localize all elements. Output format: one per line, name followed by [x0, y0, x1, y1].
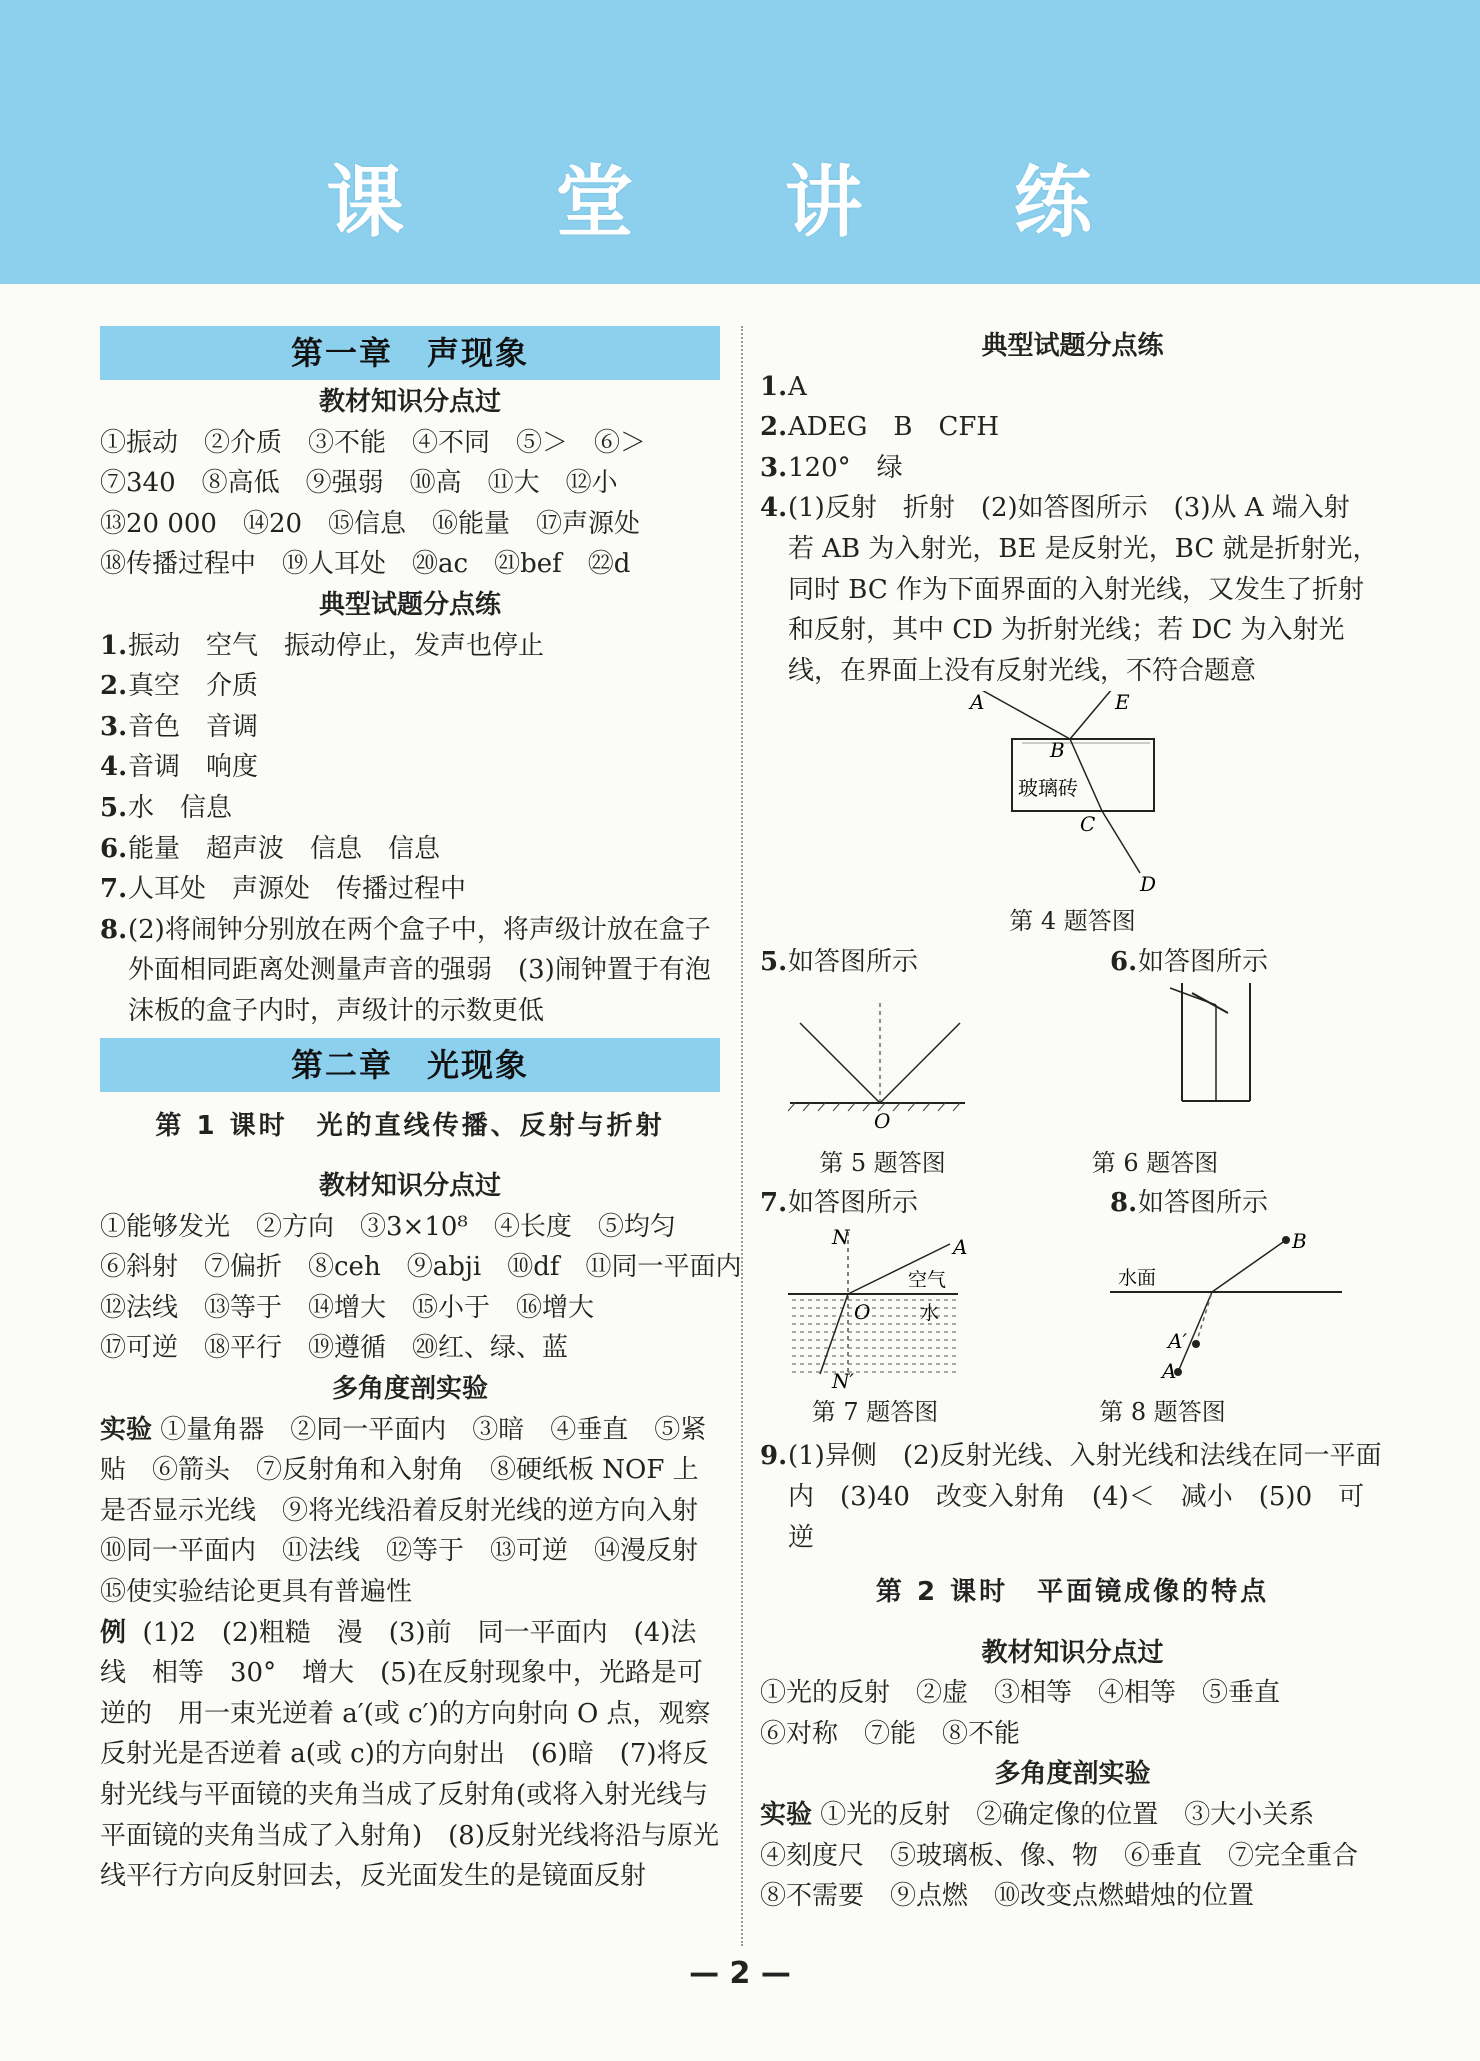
label-a: A [1162, 1358, 1177, 1383]
item-text: (2)将闹钟分别放在两个盒子中，将声级计放在盒子外面相同距离处测量声音的强弱 (3)闹钟置于有泡沫板的盒子内时，声级计的示数更低 [128, 914, 711, 1026]
answer-item [760, 448, 1385, 489]
ch2-knowledge-line: ⑰可逆 ⑱平行 ⑲遵循 ⑳红、绿、蓝 [100, 1333, 569, 1364]
item-number: 3. [100, 711, 128, 742]
answer-item [760, 1183, 1110, 1224]
figure-5-caption: 第 5 题答图 [819, 1148, 946, 1177]
ch1-knowledge-line: ⑬20 000 ⑭20 ⑮信息 ⑯能量 ⑰声源处 [100, 508, 641, 539]
ray-be [1070, 691, 1112, 739]
lesson2-experiment-line: ⑧不需要 ⑨点燃 ⑩改变点燃蜡烛的位置 [760, 1881, 1255, 1912]
lesson2-experiment-line [760, 1795, 1385, 1836]
figures-7-8-row [760, 1224, 1385, 1392]
glass-block [1012, 739, 1154, 811]
item-number: 6. [100, 833, 128, 864]
item-text: 振动 空气 振动停止，发声也停止 [128, 630, 545, 661]
lesson2-experiment-title: 多角度剖实验 [994, 1759, 1151, 1790]
incident-ray [800, 1023, 880, 1103]
item-number: 2. [760, 412, 788, 443]
ch1-knowledge-line: ⑦340 ⑧高低 ⑨强弱 ⑩高 ⑪大 ⑫小 [100, 468, 618, 499]
item-number: 5. [760, 946, 788, 977]
label-b: B [1050, 738, 1065, 763]
item-text: 如答图所示 [1138, 1188, 1269, 1219]
label-n: N [832, 1224, 850, 1249]
answer-item [100, 788, 720, 829]
item-number: 6. [1110, 946, 1138, 977]
ch2-knowledge-title: 教材知识分点过 [318, 1171, 501, 1202]
item-text: 水 信息 [128, 792, 233, 823]
item-text: 120° 绿 [788, 452, 903, 483]
right-practice-title: 典型试题分点练 [981, 331, 1164, 361]
figure-4-caption: 第 4 题答图 [1009, 907, 1136, 936]
label-n-prime: N′ [832, 1368, 855, 1392]
experiment-text: ①光的反射 ②确定像的位置 ③大小关系 [820, 1800, 1315, 1831]
answer-item [100, 829, 720, 870]
answer-item [100, 910, 720, 1032]
point-b [1282, 1236, 1290, 1244]
label-a-prime: A′ [1168, 1328, 1187, 1353]
page-title: 课 堂 讲 练 [326, 158, 1154, 248]
item-text: 能量 超声波 信息 信息 [128, 833, 441, 864]
item-number: 8. [100, 914, 128, 945]
label-air: 空气 [908, 1268, 947, 1291]
answer-item [1110, 1183, 1385, 1224]
figure-4 [760, 691, 1385, 909]
answer-item [760, 488, 1385, 691]
lesson2-knowledge-line: ⑥对称 ⑦能 ⑧不能 [760, 1718, 1021, 1749]
answer-item [100, 707, 720, 748]
experiment-block [100, 1410, 725, 1613]
example-block [100, 1613, 720, 1897]
ch2-knowledge-line: ⑫法线 ⑬等于 ⑭增大 ⑮小于 ⑯增大 [100, 1292, 595, 1323]
label-o: O [854, 1299, 871, 1324]
answer-item [760, 367, 1385, 408]
reflected-ray [880, 1023, 960, 1103]
lesson2-knowledge-line: ①光的反射 ②虚 ③相等 ④相等 ⑤垂直 [760, 1678, 1281, 1709]
item-text: 人耳处 声源处 传播过程中 [128, 874, 467, 905]
answer-item [100, 626, 720, 667]
right-column [760, 326, 1385, 1917]
item-text: ADEG B CFH [788, 412, 1000, 443]
chapter2-title: 第二章 光现象 [100, 1038, 720, 1092]
answer-item [100, 869, 720, 910]
item-number: 4. [100, 752, 128, 783]
item-text: (1)异侧 (2)反射光线、入射光线和法线在同一平面内 (3)40 改变入射角 (4)＜ 减小 (5)0 可逆 [788, 1441, 1382, 1553]
incident-ray [1170, 988, 1216, 1005]
item-text: 如答图所示 [788, 1188, 919, 1219]
ray-bc [1070, 739, 1102, 811]
ch1-practice-title: 典型试题分点练 [318, 589, 501, 620]
item-text: 音色 音调 [128, 711, 259, 742]
item-number: 1. [100, 630, 128, 661]
label-o: O [874, 1108, 891, 1133]
figure-4-diagram [760, 691, 1385, 909]
item-text: 真空 介质 [128, 671, 259, 702]
label-glass: 玻璃砖 [1018, 776, 1078, 801]
item-text: 如答图所示 [788, 946, 919, 977]
item-number: 3. [760, 452, 788, 483]
item-number: 2. [100, 671, 128, 702]
ch1-knowledge-line: ①振动 ②介质 ③不能 ④不同 ⑤＞ ⑥＞ [100, 427, 647, 458]
figure-7-diagram [760, 1224, 1110, 1392]
label-a: A [970, 691, 985, 715]
item-text: 如答图所示 [1138, 946, 1269, 977]
ch1-knowledge-title: 教材知识分点过 [318, 387, 501, 417]
items-5-6-row [760, 942, 1385, 983]
captions-7-8-row [760, 1392, 1385, 1433]
ray-ab [980, 691, 1070, 739]
column-divider [741, 326, 743, 1946]
item-number: 1. [760, 371, 788, 402]
experiment-label: 实验 [100, 1414, 153, 1445]
figure-8-diagram [1110, 1224, 1385, 1392]
captions-5-6-row [760, 1143, 1385, 1184]
ch2-knowledge-line: ⑥斜射 ⑦偏折 ⑧ceh ⑨abji ⑩df ⑪同一平面内 [100, 1252, 742, 1283]
label-d: D [1140, 872, 1157, 897]
left-column [100, 326, 742, 1897]
answer-item [100, 666, 720, 707]
lesson2-knowledge-title: 教材知识分点过 [981, 1637, 1164, 1668]
ch1-knowledge-line: ⑱传播过程中 ⑲人耳处 ⑳ac ㉑bef ㉒d [100, 549, 631, 580]
answer-item [1110, 942, 1385, 983]
item-number: 7. [760, 1188, 788, 1219]
label-e: E [1115, 691, 1130, 715]
figure-8-caption: 第 8 题答图 [1099, 1397, 1226, 1426]
label-c: C [1080, 812, 1096, 837]
item-number: 9. [760, 1441, 788, 1472]
answer-item [760, 407, 1385, 448]
point-a-prime [1192, 1340, 1200, 1348]
item-text: A [788, 371, 807, 402]
experiment-label: 实验 [760, 1800, 813, 1831]
page-number: — 2 — [689, 1956, 791, 1991]
items-7-8-row [760, 1183, 1385, 1224]
label-b: B [1292, 1228, 1307, 1253]
item-number: 8. [1110, 1188, 1138, 1219]
item-number: 4. [760, 493, 788, 524]
label-water: 水 [920, 1301, 940, 1324]
item-number: 5. [100, 792, 128, 823]
ch2-knowledge-line: ①能够发光 ②方向 ③3×10⁸ ④长度 ⑤均匀 [100, 1211, 676, 1242]
lesson2-experiment-line: ④刻度尺 ⑤玻璃板、像、物 ⑥垂直 ⑦完全重合 [760, 1840, 1359, 1871]
ray-cd [1102, 811, 1140, 873]
emergent-ray [1212, 1240, 1286, 1292]
ch2-experiment-title: 多角度剖实验 [331, 1374, 488, 1405]
experiment-text: ①量角器 ②同一平面内 ③暗 ④垂直 ⑤紧贴 ⑥箭头 ⑦反射角和入射角 ⑧硬纸板 NOF 上是否显示光线 ⑨将光线沿着反射光线的逆方向入射 ⑩同一平面内 ⑪法线 ⑫等于 ⑬可逆 ⑭漫反射 ⑮使实验结论更具有普遍性 [100, 1414, 725, 1608]
figure-6-caption: 第 6 题答图 [1091, 1148, 1219, 1177]
chapter1-title: 第一章 声现象 [100, 326, 720, 380]
figure-5-diagram [760, 983, 1110, 1143]
example-label: 例 [100, 1617, 127, 1648]
item-number: 7. [100, 874, 128, 905]
answer-item [760, 942, 1110, 983]
figure-7-caption: 第 7 题答图 [811, 1397, 939, 1426]
figures-5-6-row [760, 983, 1385, 1143]
virtual-ray [1196, 1292, 1212, 1344]
label-a: A [953, 1234, 968, 1259]
lesson1-title: 第 1 课时 光的直线传播、反射与折射 [155, 1110, 665, 1141]
item-text: 音调 响度 [128, 752, 259, 783]
item-text: (1)反射 折射 (2)如答图所示 (3)从 A 端入射 若 AB 为入射光，BE 是反射光，BC 就是折射光，同时 BC 作为下面界面的入射光线，又发生了折射和反射，其中 CD 为折射光线；若 DC 为入射光线，在界面上没有反射光线，不符合题意 [788, 493, 1379, 686]
answer-item [100, 747, 720, 788]
answer-item [760, 1436, 1385, 1558]
label-surface: 水面 [1118, 1266, 1157, 1289]
figure-6-diagram [1110, 983, 1385, 1143]
lesson2-title: 第 2 课时 平面镜成像的特点 [875, 1577, 1270, 1608]
example-text: (1)2 (2)粗糙 漫 (3)前 同一平面内 (4)法线 相等 30° 增大 (5)在反射现象中，光路是可逆的 用一束光逆着 a′(或 c′)的方向射向 O 点，观察反射光是否逆着 a(或 c)的方向射出 (6)暗 (7)将反射光线与平面镜的夹角当成了反射角(或将入射光线与平面镜的夹角当成了入射角) (8)反射光线将沿与原光线平行方向反射回去，反光面发生的是镜面反射 [100, 1617, 719, 1892]
header-banner [0, 0, 1480, 284]
